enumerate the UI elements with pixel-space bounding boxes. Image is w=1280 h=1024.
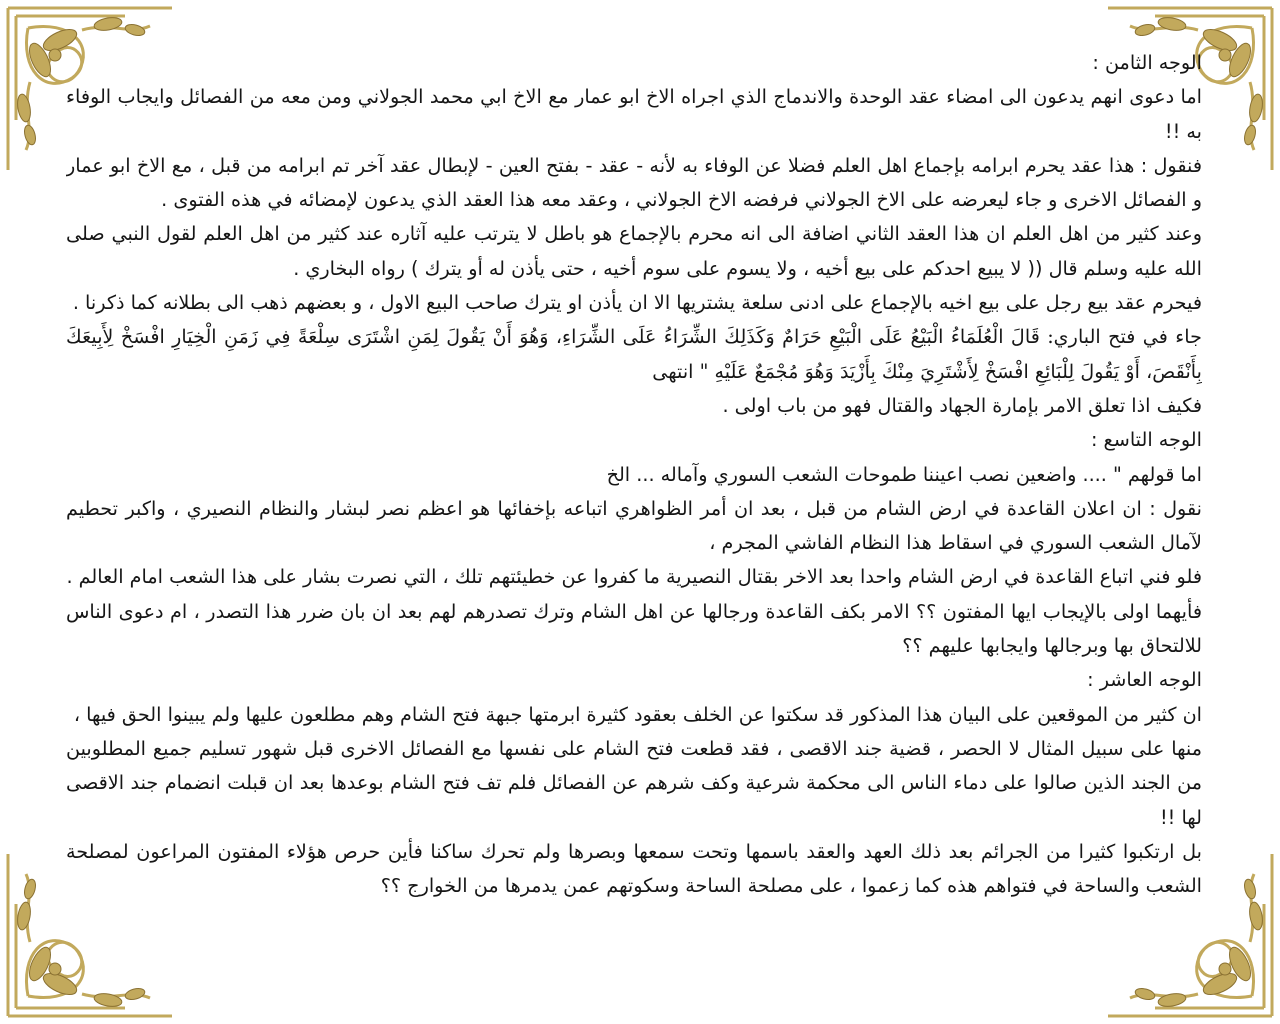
- section-heading: الوجه التاسع :: [1090, 428, 1202, 452]
- paragraph: فأيهما اولى بالإيجاب ايها المفتون ؟؟ الامر بكف القاعدة ورجالها عن اهل الشام وترك تصدرهم لهم بعد ان بان ضرر هذا التصدر ، ام دعوى الناس للالتحاق بها وبرجالها وايجابها عليهم ؟؟: [66, 599, 1202, 658]
- section-heading: الوجه الثامن :: [1092, 51, 1202, 74]
- paragraph: فلو فني اتباع القاعدة في ارض الشام واحدا بعد الاخر بقتال النصيرية ما كفروا عن خطيئتهم تلك ، التي نصرت بشار على هذا الشعب امام العالم .: [66, 565, 1202, 589]
- quotation-paragraph: جاء في فتح الباري: قَالَ الْعُلَمَاءُ الْبَيْعُ عَلَى الْبَيْعِ حَرَامٌ وَكَذَلِكَ الشِّرَاءُ عَلَى الشِّرَاءِ، وَهُوَ أَنْ يَقُولَ لِمَنِ اشْتَرَى سِلْعَةً فِي زَمَنِ الْخِيَارِ افْسَخْ لِأَبِيعَكَ بِأَنْقَصَ، أَوْ يَقُولَ لِلْبَائِعِ افْسَخْ لِأَشْتَرِيَ مِنْكَ بِأَزْيَدَ وَهُوَ مُجْمَعٌ عَلَيْهِ " انتهى: [66, 325, 1202, 383]
- paragraph: منها على سبيل المثال لا الحصر ، قضية جند الاقصى ، فقد قطعت فتح الشام على نفسها مع الفصائل الاخرى قبل شهور تسليم جميع المطلوبين من الجند الذين صالوا على دماء الناس الى محكمة شرعية وكف شرهم عن الفصائل فلم تف فتح الشام بوعدها بعد ان قبلت انضمام جند الاقصى لها !!: [66, 736, 1202, 829]
- paragraph: فكيف اذا تعلق الامر بإمارة الجهاد والقتال فهو من باب اولى .: [722, 393, 1202, 417]
- section-heading: الوجه العاشر :: [1087, 668, 1202, 692]
- paragraph: اما قولهم " .... واضعين نصب اعيننا طموحات الشعب السوري وآماله ... الخ: [606, 462, 1202, 486]
- paragraph: فنقول : هذا عقد يحرم ابرامه بإجماع اهل العلم فضلا عن الوفاء به لأنه - عقد - بفتح العين - لإبطال عقد آخر تم ابرامه من قبل ، مع الاخ ابو عمار و الفصائل الاخرى و جاء ليعرضه على الاخ الجولاني فرفضه الاخ الجولاني ، وعقد معه هذا العقد الذي يدعون لإمضائه في هذه الفتوى .: [66, 153, 1202, 212]
- paragraph: ان كثير من الموقعين على البيان هذا المذكور قد سكتوا عن الخلف بعقود كثيرة ابرمتها جبهة فتح الشام وهم مطلعون عليها ولم يبينوا الحق فيها ،: [73, 702, 1202, 726]
- paragraph: نقول : ان اعلان القاعدة في ارض الشام من قبل ، بعد ان أمر الظواهري اتباعه بإخفائها هو اعظم نصر لبشار والنظام النصيري ، واكبر تحطيم لآمال الشعب السوري في اسقاط هذا النظام الفاشي المجرم ،: [66, 496, 1202, 555]
- paragraph: اما دعوى انهم يدعون الى امضاء عقد الوحدة والاندماج الذي اجراه الاخ ابو عمار مع الاخ ابي محمد الجولاني ومن معه من الفصائل وايجاب الوفاء به !!: [66, 85, 1202, 143]
- paragraph: فيحرم عقد بيع رجل على بيع اخيه بالإجماع على ادنى سلعة يشتريها الا ان يأذن او يترك صاحب البيع الاول ، و بعضهم ذهب الى بطلانه كما ذكرنا .: [72, 291, 1202, 315]
- paragraph: بل ارتكبوا كثيرا من الجرائم بعد ذلك العهد والعقد باسمها وتحت سمعها وبصرها ولم تحرك ساكنا فأين حرص هؤلاء المفتون المراعون لمصلحة الشعب والساحة في فتواهم هذه كما زعموا ، على مصلحة الساحة وسكوتهم عمن يدمرها من الخوارج ؟؟: [66, 839, 1202, 898]
- paragraph: وعند كثير من اهل العلم ان هذا العقد الثاني اضافة الى انه محرم بالإجماع هو باطل لا يترتب عليه آثاره عند كثير من اهل العلم لقول النبي صلى الله عليه وسلم قال (( لا يبيع احدكم على بيع أخيه ، ولا يسوم على سوم أخيه ، حتى يأذن له أو يترك ) رواه البخاري .: [66, 222, 1202, 280]
- document-body: [66, 46, 1202, 996]
